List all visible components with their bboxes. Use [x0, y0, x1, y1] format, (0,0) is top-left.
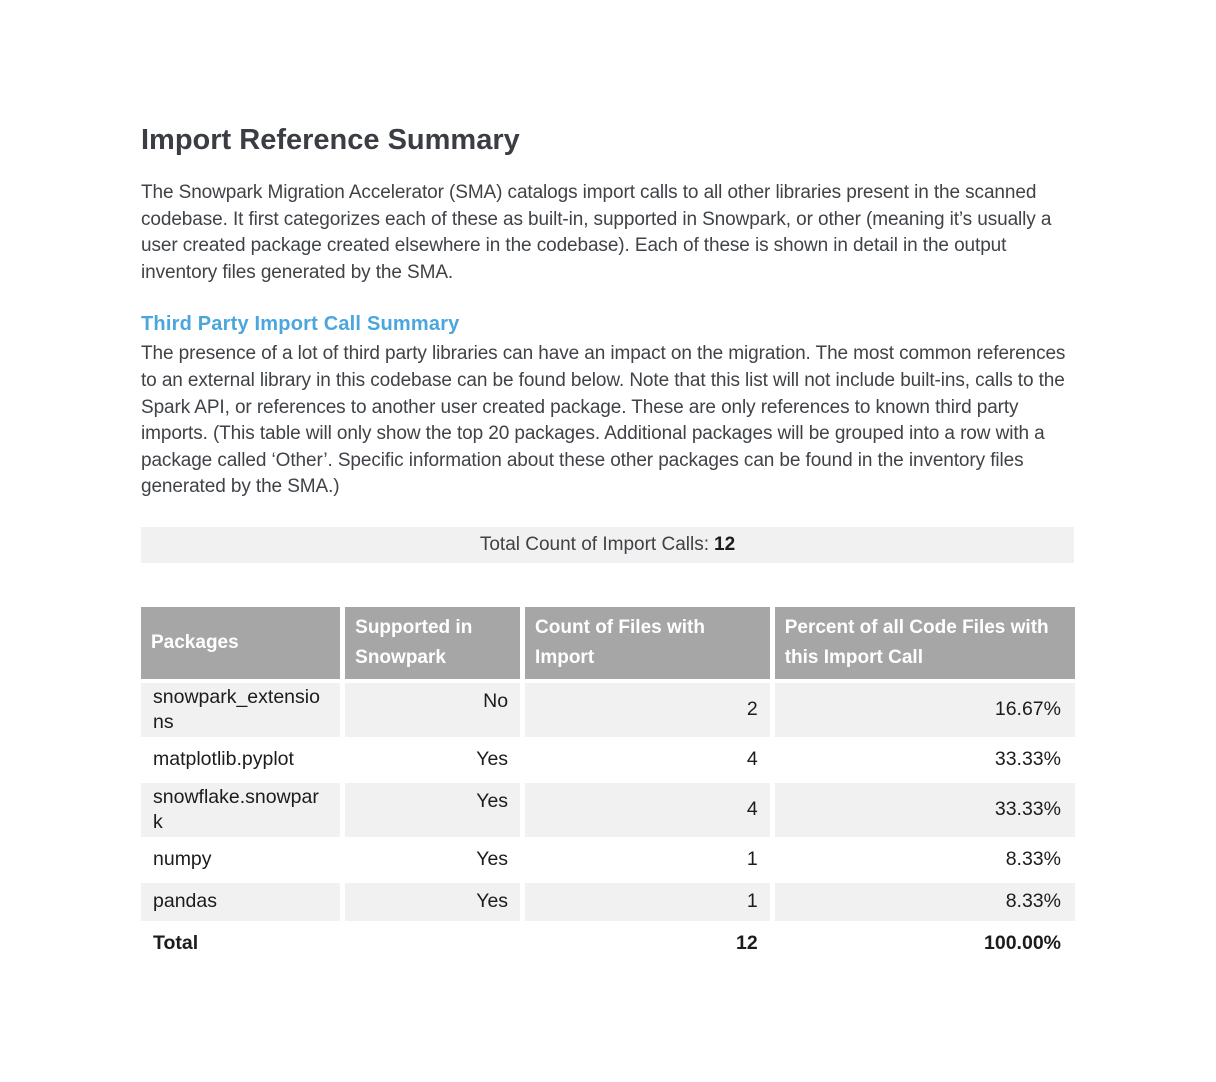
- table-row: [141, 883, 1075, 921]
- package-cell: pandas: [141, 883, 340, 921]
- table-row: [141, 741, 1075, 779]
- section-paragraph: The presence of a lot of third party libraries can have an impact on the migration. The most common references to an external library in this codebase can be found below. Note that this list will not include built-ins, calls to the Spark API, or references to another user created package. These are only references to known third party imports. (This table will only show the top 20 packages. Additional packages will be grouped into a row with a package called ‘Other’. Specific information about these other packages can be found in the inventory files generated by the SMA.): [141, 343, 1066, 498]
- percent-cell: 16.67%: [775, 683, 1075, 737]
- supported-cell: Yes: [345, 883, 520, 921]
- column-header-percent: Percent of all Code Files with this Import Call: [775, 607, 1075, 679]
- total-import-calls-bar: [141, 527, 1074, 563]
- count-cell: 4: [746, 748, 758, 771]
- supported-cell: Yes: [345, 783, 520, 837]
- table-row: [141, 841, 1075, 879]
- table-row: [141, 683, 1075, 737]
- table-total-row: [141, 925, 1075, 963]
- total-import-calls-value: 12: [714, 533, 736, 555]
- count-cell: 4: [525, 783, 770, 837]
- total-supported-cell: [345, 925, 520, 963]
- percent-cell: 33.33%: [775, 783, 1075, 837]
- total-label-cell: Total: [141, 925, 340, 963]
- percent-cell: 8.33%: [775, 883, 1075, 921]
- package-cell: numpy: [153, 848, 212, 871]
- supported-cell: Yes: [476, 847, 509, 870]
- column-header-supported: Supported in Snowpark: [345, 607, 520, 679]
- package-cell: matplotlib.pyplot: [153, 748, 294, 771]
- count-cell: 1: [525, 883, 770, 921]
- count-cell: 2: [525, 683, 770, 737]
- total-import-calls-label: Total Count of Import Calls:: [479, 533, 709, 555]
- percent-cell: 33.33%: [994, 748, 1061, 771]
- total-percent-cell: 100.00%: [775, 925, 1075, 963]
- column-header-packages: Packages: [141, 607, 340, 679]
- table-header-row: [141, 607, 1075, 679]
- third-party-import-table: [136, 603, 1080, 967]
- package-cell: snowpark_extensions: [141, 683, 340, 737]
- supported-cell: Yes: [476, 747, 509, 770]
- package-cell: snowflake.snowpark: [141, 783, 340, 837]
- intro-paragraph: The Snowpark Migration Accelerator (SMA) catalogs import calls to all other libraries present in the scanned codebase. It first categorizes each of these as built-in, supported in Snowpark, or other (meaning it’s usually a user created package created elsewhere in the codebase). Each of these is shown in detail in the output inventory files generated by the SMA.: [141, 182, 1052, 283]
- supported-cell: No: [345, 683, 520, 737]
- total-count-cell: 12: [525, 925, 770, 963]
- count-cell: 1: [746, 848, 758, 871]
- page-title: Import Reference Summary: [141, 124, 520, 156]
- table-row: [141, 783, 1075, 837]
- document-page: [141, 121, 1074, 967]
- percent-cell: 8.33%: [1005, 848, 1061, 871]
- column-header-count: Count of Files with Import: [525, 607, 770, 679]
- section-heading-third-party: Third Party Import Call Summary: [141, 313, 460, 336]
